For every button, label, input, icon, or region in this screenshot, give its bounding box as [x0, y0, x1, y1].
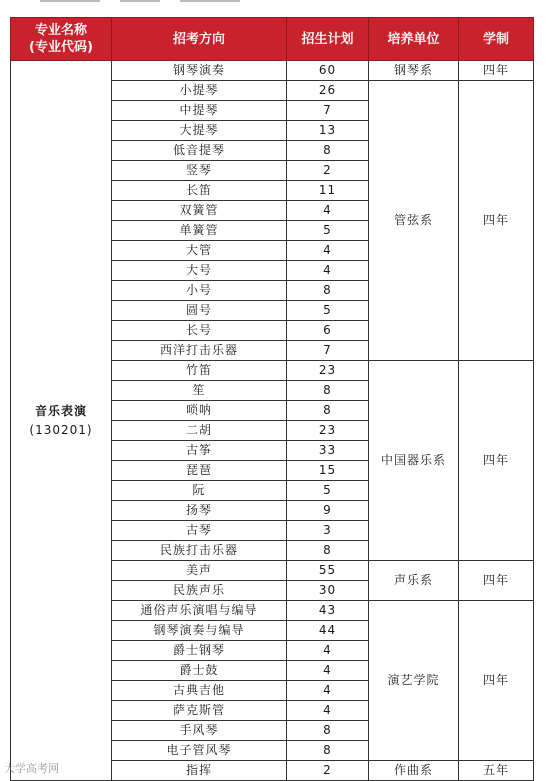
- unit-cell: 演艺学院: [369, 601, 459, 761]
- table-header-row: [11, 18, 534, 61]
- plan-cell: 8: [287, 381, 369, 401]
- plan-cell: 23: [287, 421, 369, 441]
- plan-cell: 8: [287, 401, 369, 421]
- direction-cell: 古琴: [112, 521, 287, 541]
- header-unit: 培养单位: [369, 18, 459, 61]
- plan-cell: 15: [287, 461, 369, 481]
- direction-cell: 萨克斯管: [112, 701, 287, 721]
- direction-cell: 电子管风琴: [112, 741, 287, 761]
- direction-cell: 手风琴: [112, 721, 287, 741]
- plan-cell: 60: [287, 61, 369, 81]
- direction-cell: 中提琴: [112, 101, 287, 121]
- direction-cell: 小提琴: [112, 81, 287, 101]
- major-name: 音乐表演: [34, 403, 87, 418]
- duration-cell: 五年: [459, 761, 534, 781]
- direction-cell: 美声: [112, 561, 287, 581]
- duration-cell: 四年: [459, 601, 534, 761]
- header-plan: 招生计划: [287, 18, 369, 61]
- direction-cell: 双簧管: [112, 201, 287, 221]
- plan-cell: 43: [287, 601, 369, 621]
- plan-cell: 30: [287, 581, 369, 601]
- plan-cell: 13: [287, 121, 369, 141]
- plan-cell: 5: [287, 301, 369, 321]
- direction-cell: 阮: [112, 481, 287, 501]
- plan-cell: 4: [287, 681, 369, 701]
- direction-cell: 西洋打击乐器: [112, 341, 287, 361]
- direction-cell: 小号: [112, 281, 287, 301]
- plan-cell: 4: [287, 261, 369, 281]
- plan-cell: 8: [287, 141, 369, 161]
- plan-cell: 9: [287, 501, 369, 521]
- enrollment-plan-table: [10, 17, 534, 781]
- direction-cell: 钢琴演奏与编导: [112, 621, 287, 641]
- header-direction: 招考方向: [112, 18, 287, 61]
- duration-cell: 四年: [459, 61, 534, 81]
- direction-cell: 大号: [112, 261, 287, 281]
- unit-cell: 管弦系: [369, 81, 459, 361]
- header-major: 专业名称 (专业代码): [11, 18, 112, 61]
- duration-cell: 四年: [459, 561, 534, 601]
- direction-cell: 爵士鼓: [112, 661, 287, 681]
- unit-cell: 作曲系: [369, 761, 459, 781]
- plan-cell: 8: [287, 281, 369, 301]
- major-code: (130201): [29, 422, 93, 437]
- direction-cell: 二胡: [112, 421, 287, 441]
- table-row: [11, 61, 534, 81]
- plan-cell: 4: [287, 201, 369, 221]
- plan-cell: 3: [287, 521, 369, 541]
- direction-cell: 民族打击乐器: [112, 541, 287, 561]
- direction-cell: 唢呐: [112, 401, 287, 421]
- plan-cell: 8: [287, 721, 369, 741]
- duration-cell: 四年: [459, 81, 534, 361]
- direction-cell: 圆号: [112, 301, 287, 321]
- plan-cell: 44: [287, 621, 369, 641]
- plan-cell: 4: [287, 701, 369, 721]
- plan-cell: 8: [287, 741, 369, 761]
- plan-cell: 33: [287, 441, 369, 461]
- direction-cell: 古筝: [112, 441, 287, 461]
- direction-cell: 古典吉他: [112, 681, 287, 701]
- duration-cell: 四年: [459, 361, 534, 561]
- direction-cell: 民族声乐: [112, 581, 287, 601]
- plan-cell: 7: [287, 101, 369, 121]
- plan-cell: 2: [287, 761, 369, 781]
- unit-cell: 中国器乐系: [369, 361, 459, 561]
- plan-cell: 11: [287, 181, 369, 201]
- plan-cell: 8: [287, 541, 369, 561]
- direction-cell: 竖琴: [112, 161, 287, 181]
- direction-cell: 爵士钢琴: [112, 641, 287, 661]
- cropped-previous-line: [0, 0, 552, 14]
- plan-cell: 4: [287, 641, 369, 661]
- plan-cell: 7: [287, 341, 369, 361]
- direction-cell: 琵琶: [112, 461, 287, 481]
- plan-cell: 5: [287, 481, 369, 501]
- direction-cell: 大提琴: [112, 121, 287, 141]
- direction-cell: 指挥: [112, 761, 287, 781]
- plan-cell: 23: [287, 361, 369, 381]
- direction-cell: 低音提琴: [112, 141, 287, 161]
- direction-cell: 竹笛: [112, 361, 287, 381]
- direction-cell: 扬琴: [112, 501, 287, 521]
- direction-cell: 通俗声乐演唱与编导: [112, 601, 287, 621]
- header-duration: 学制: [459, 18, 534, 61]
- plan-cell: 26: [287, 81, 369, 101]
- plan-cell: 5: [287, 221, 369, 241]
- major-cell: [11, 61, 112, 781]
- direction-cell: 长号: [112, 321, 287, 341]
- direction-cell: 钢琴演奏: [112, 61, 287, 81]
- site-watermark: 大学高考网: [4, 762, 59, 775]
- plan-cell: 2: [287, 161, 369, 181]
- plan-cell: 55: [287, 561, 369, 581]
- unit-cell: 钢琴系: [369, 61, 459, 81]
- direction-cell: 单簧管: [112, 221, 287, 241]
- direction-cell: 笙: [112, 381, 287, 401]
- direction-cell: 长笛: [112, 181, 287, 201]
- direction-cell: 大管: [112, 241, 287, 261]
- plan-cell: 4: [287, 241, 369, 261]
- plan-cell: 4: [287, 661, 369, 681]
- plan-cell: 6: [287, 321, 369, 341]
- unit-cell: 声乐系: [369, 561, 459, 601]
